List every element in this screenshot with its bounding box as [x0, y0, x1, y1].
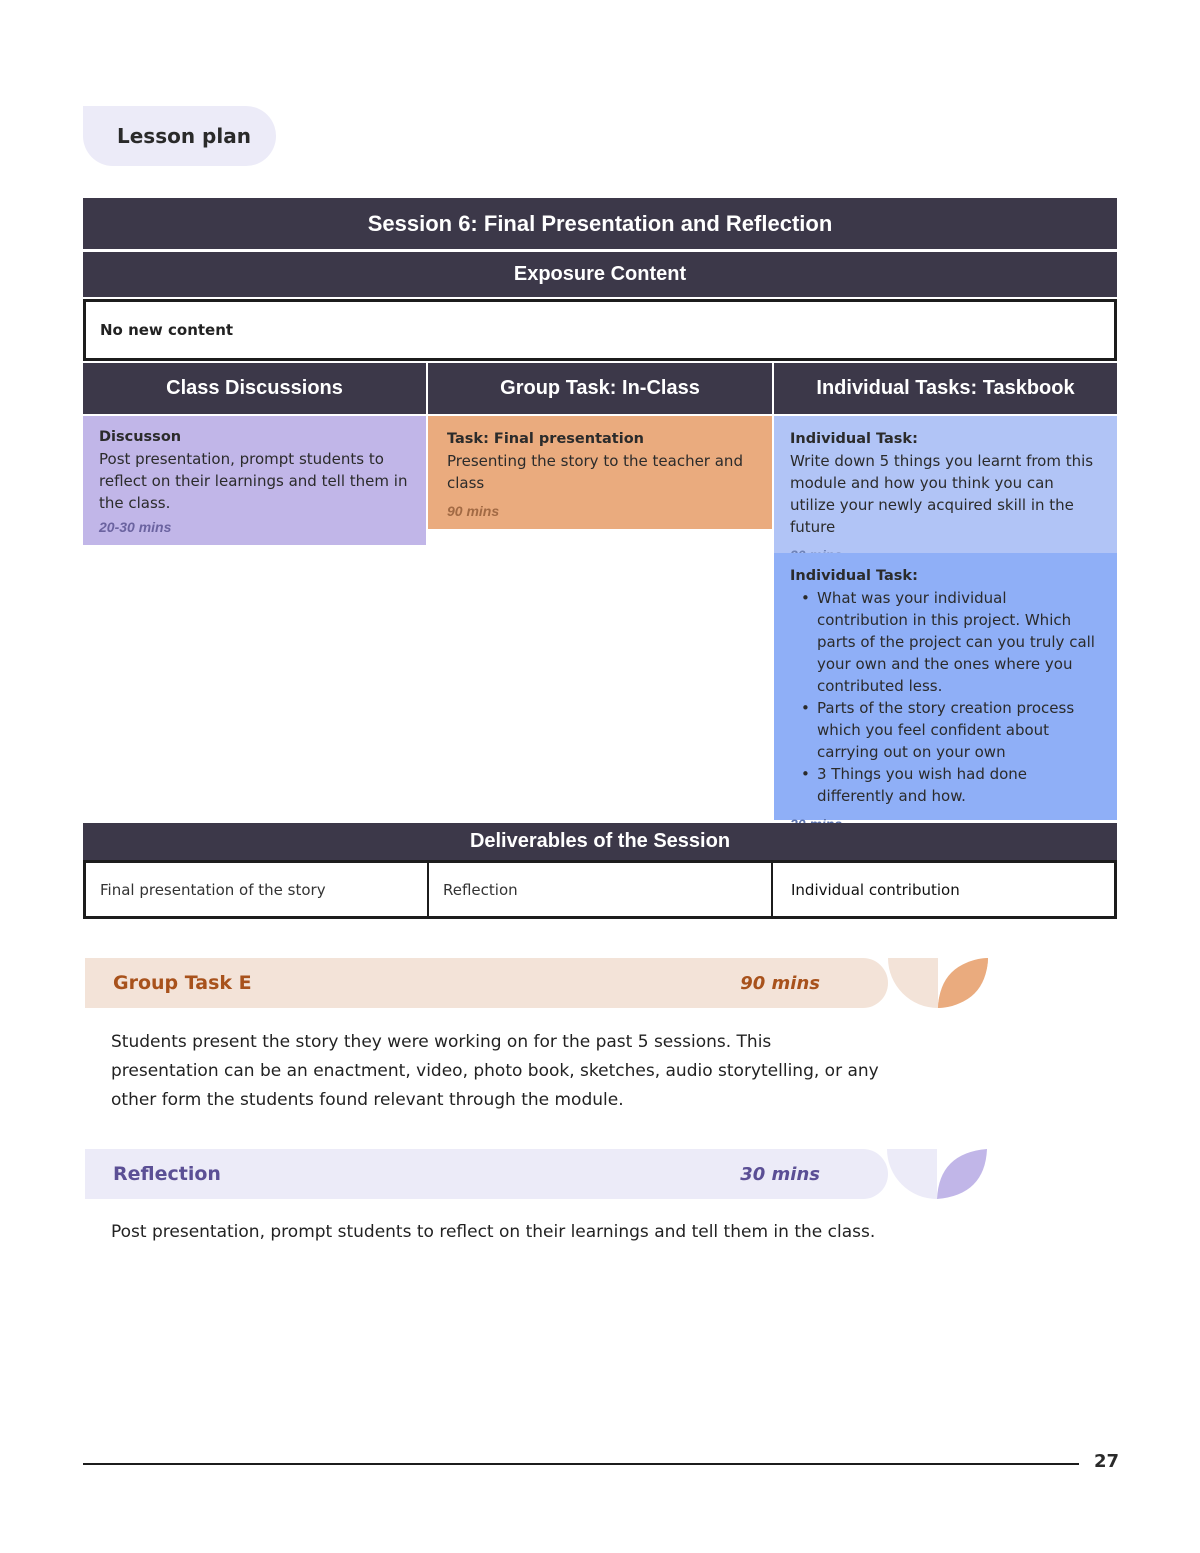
exposure-content-header: Exposure Content: [83, 252, 1117, 297]
column-header-group-task: Group Task: In-Class: [428, 363, 772, 414]
list-item: • Parts of the story creation process which you feel confident about carrying out on your own: [801, 697, 1101, 763]
deliverable-item: Reflection: [429, 863, 773, 916]
exposure-content-cell: No new content: [83, 299, 1117, 361]
group-task-e-banner: [85, 958, 888, 1008]
list-item: • What was your individual contribution in this project. Which parts of the project can you truly call your own and the ones where you contributed less.: [801, 587, 1101, 697]
group-task-cell: [428, 416, 772, 529]
discussion-title: Discusson: [99, 429, 182, 445]
individual-task-cell-2: [774, 553, 1117, 820]
individual-task-1-text: Write down 5 things you learnt from this module and how you think you can utilize your newly acquired skill in the future: [790, 452, 1094, 536]
reflection-description: Post presentation, prompt students to reflect on their learnings and tell them in the class.: [111, 1222, 876, 1242]
deliverables-header: Deliverables of the Session: [83, 823, 1117, 860]
discussion-duration: 20-30 mins: [99, 519, 172, 535]
reflection-title: Reflection: [113, 1163, 221, 1185]
group-task-e-title: Group Task E: [113, 972, 252, 994]
group-task-duration: 90 mins: [447, 503, 500, 519]
list-item: • 3 Things you wish had done differently and how.: [801, 763, 1101, 807]
leaf-decoration-icon: [887, 1149, 987, 1199]
deliverable-item: Individual contribution: [791, 880, 960, 899]
individual-task-2-title: Individual Task:: [790, 568, 918, 584]
reflection-banner: [85, 1149, 888, 1199]
discussion-cell: [83, 416, 426, 545]
session-title: Session 6: Final Presentation and Reflection: [83, 198, 1117, 249]
footer-divider: [83, 1463, 1079, 1465]
section-tag: Lesson plan: [83, 106, 276, 166]
page-number: 27: [1094, 1451, 1120, 1472]
discussion-text: Post presentation, prompt students to reflect on their learnings and tell them in the class.: [99, 450, 408, 512]
column-header-individual-tasks: Individual Tasks: Taskbook: [774, 363, 1117, 414]
group-task-e-description: Students present the story they were working on for the past 5 sessions. This presentation can be an enactment, video, photo book, sketches, audio storytelling, or any other form the students found relevant through the module.: [111, 1032, 879, 1110]
group-task-text: Presenting the story to the teacher and class: [447, 452, 743, 492]
deliverable-item: Final presentation of the story: [86, 863, 429, 916]
group-task-title: Task: Final presentation: [447, 431, 644, 447]
leaf-decoration-icon: [888, 958, 988, 1008]
individual-task-cell-1: [774, 416, 1117, 553]
deliverables-row: [83, 860, 1117, 919]
individual-task-1-title: Individual Task:: [790, 431, 918, 447]
reflection-duration: 30 mins: [740, 1163, 820, 1185]
individual-task-2-list: [790, 587, 1101, 807]
column-header-class-discussions: Class Discussions: [83, 363, 426, 414]
group-task-e-duration: 90 mins: [740, 972, 820, 994]
